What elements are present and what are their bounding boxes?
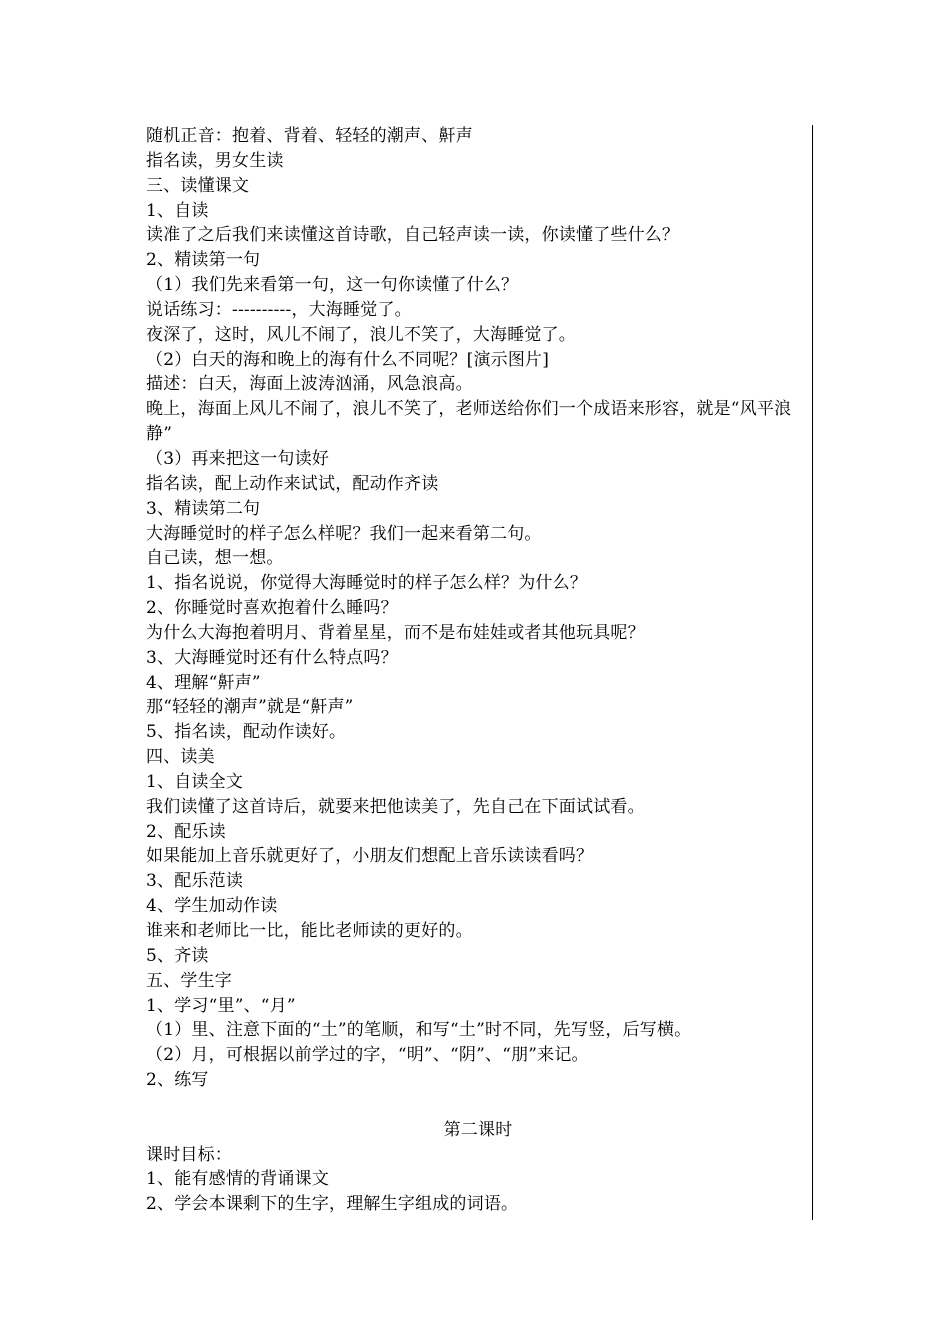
text-line: （2）白天的海和晚上的海有什么不同呢？[演示图片] — [146, 349, 550, 370]
text-line: 课时目标： — [146, 1144, 232, 1165]
text-line: 2、配乐读 — [146, 821, 226, 842]
lesson-period-title: 第二课时 — [443, 1119, 513, 1140]
text-line: 指名读，男女生读 — [146, 150, 284, 171]
text-line: 我们读懂了这首诗后，就要来把他读美了，先自己在下面试试看。 — [146, 796, 645, 817]
text-line: 随机正音：抱着、背着、轻轻的潮声、鼾声 — [146, 126, 473, 146]
text-line: 4、学生加动作读 — [146, 896, 278, 917]
text-line: 5、齐读 — [146, 945, 209, 966]
text-line: 为什么大海抱着明月、背着星星，而不是布娃娃或者其他玩具呢？ — [146, 622, 645, 643]
text-line: 3、配乐范读 — [146, 871, 244, 892]
lesson-content — [146, 124, 810, 1217]
section-heading: 三、读懂课文 — [146, 175, 250, 196]
text-line: （2）月，可根据以前学过的字，“明”、“阴”、“朋”来记。 — [146, 1045, 589, 1066]
text-line: 说话练习：----------，大海睡觉了。 — [146, 299, 412, 320]
text-line: 指名读，配上动作来试试，配动作齐读 — [146, 473, 439, 494]
text-paragraph: 晚上，海面上风儿不闹了，浪儿不笑了，老师送给你们一个成语来形容，就是“风平浪静” — [146, 399, 792, 445]
text-line: 5、指名读，配动作读好。 — [146, 722, 347, 743]
text-line: 夜深了，这时，风儿不闹了，浪儿不笑了，大海睡觉了。 — [146, 324, 576, 345]
text-line: 1、能有感情的背诵课文 — [146, 1169, 330, 1190]
text-line: 2、学会本课剩下的生字，理解生字组成的词语。 — [146, 1194, 519, 1215]
text-line: 3、精读第二句 — [146, 498, 261, 519]
section-heading: 五、学生字 — [146, 970, 232, 991]
section-heading: 四、读美 — [146, 747, 215, 768]
text-line: 那“轻轻的潮声”就是“鼾声” — [146, 697, 354, 718]
text-line: 大海睡觉时的样子怎么样呢？我们一起来看第二句。 — [146, 523, 542, 544]
text-line: （1）里、注意下面的“土”的笔顺，和写“土”时不同，先写竖，后写横。 — [146, 1020, 692, 1041]
text-line: 4、理解“鼾声” — [146, 672, 261, 693]
text-line: 1、自读 — [146, 200, 209, 221]
table-right-border — [812, 125, 813, 1220]
blank-line — [146, 1093, 810, 1118]
text-line: 1、学习“里”、“月” — [146, 995, 296, 1016]
text-line: （3）再来把这一句读好 — [146, 448, 330, 469]
text-line: 如果能加上音乐就更好了，小朋友们想配上音乐读读看吗？ — [146, 846, 594, 867]
text-line: 描述：白天，海面上波涛汹涌，风急浪高。 — [146, 374, 473, 395]
text-line: 自己读，想一想。 — [146, 548, 284, 569]
text-line: 谁来和老师比一比，能比老师读的更好的。 — [146, 921, 473, 941]
text-line: 读准了之后我们来读懂这首诗歌，自己轻声读一读，你读懂了些什么？ — [146, 225, 680, 246]
text-line: 1、指名说说，你觉得大海睡觉时的样子怎么样？为什么？ — [146, 573, 588, 594]
text-line: （1）我们先来看第一句，这一句你读懂了什么？ — [146, 275, 519, 296]
text-line: 2、你睡觉时喜欢抱着什么睡吗？ — [146, 598, 398, 619]
text-line: 3、大海睡觉时还有什么特点吗？ — [146, 647, 398, 668]
text-line: 1、自读全文 — [146, 771, 244, 792]
text-line: 2、精读第一句 — [146, 250, 261, 271]
text-line: 2、练写 — [146, 1070, 209, 1091]
